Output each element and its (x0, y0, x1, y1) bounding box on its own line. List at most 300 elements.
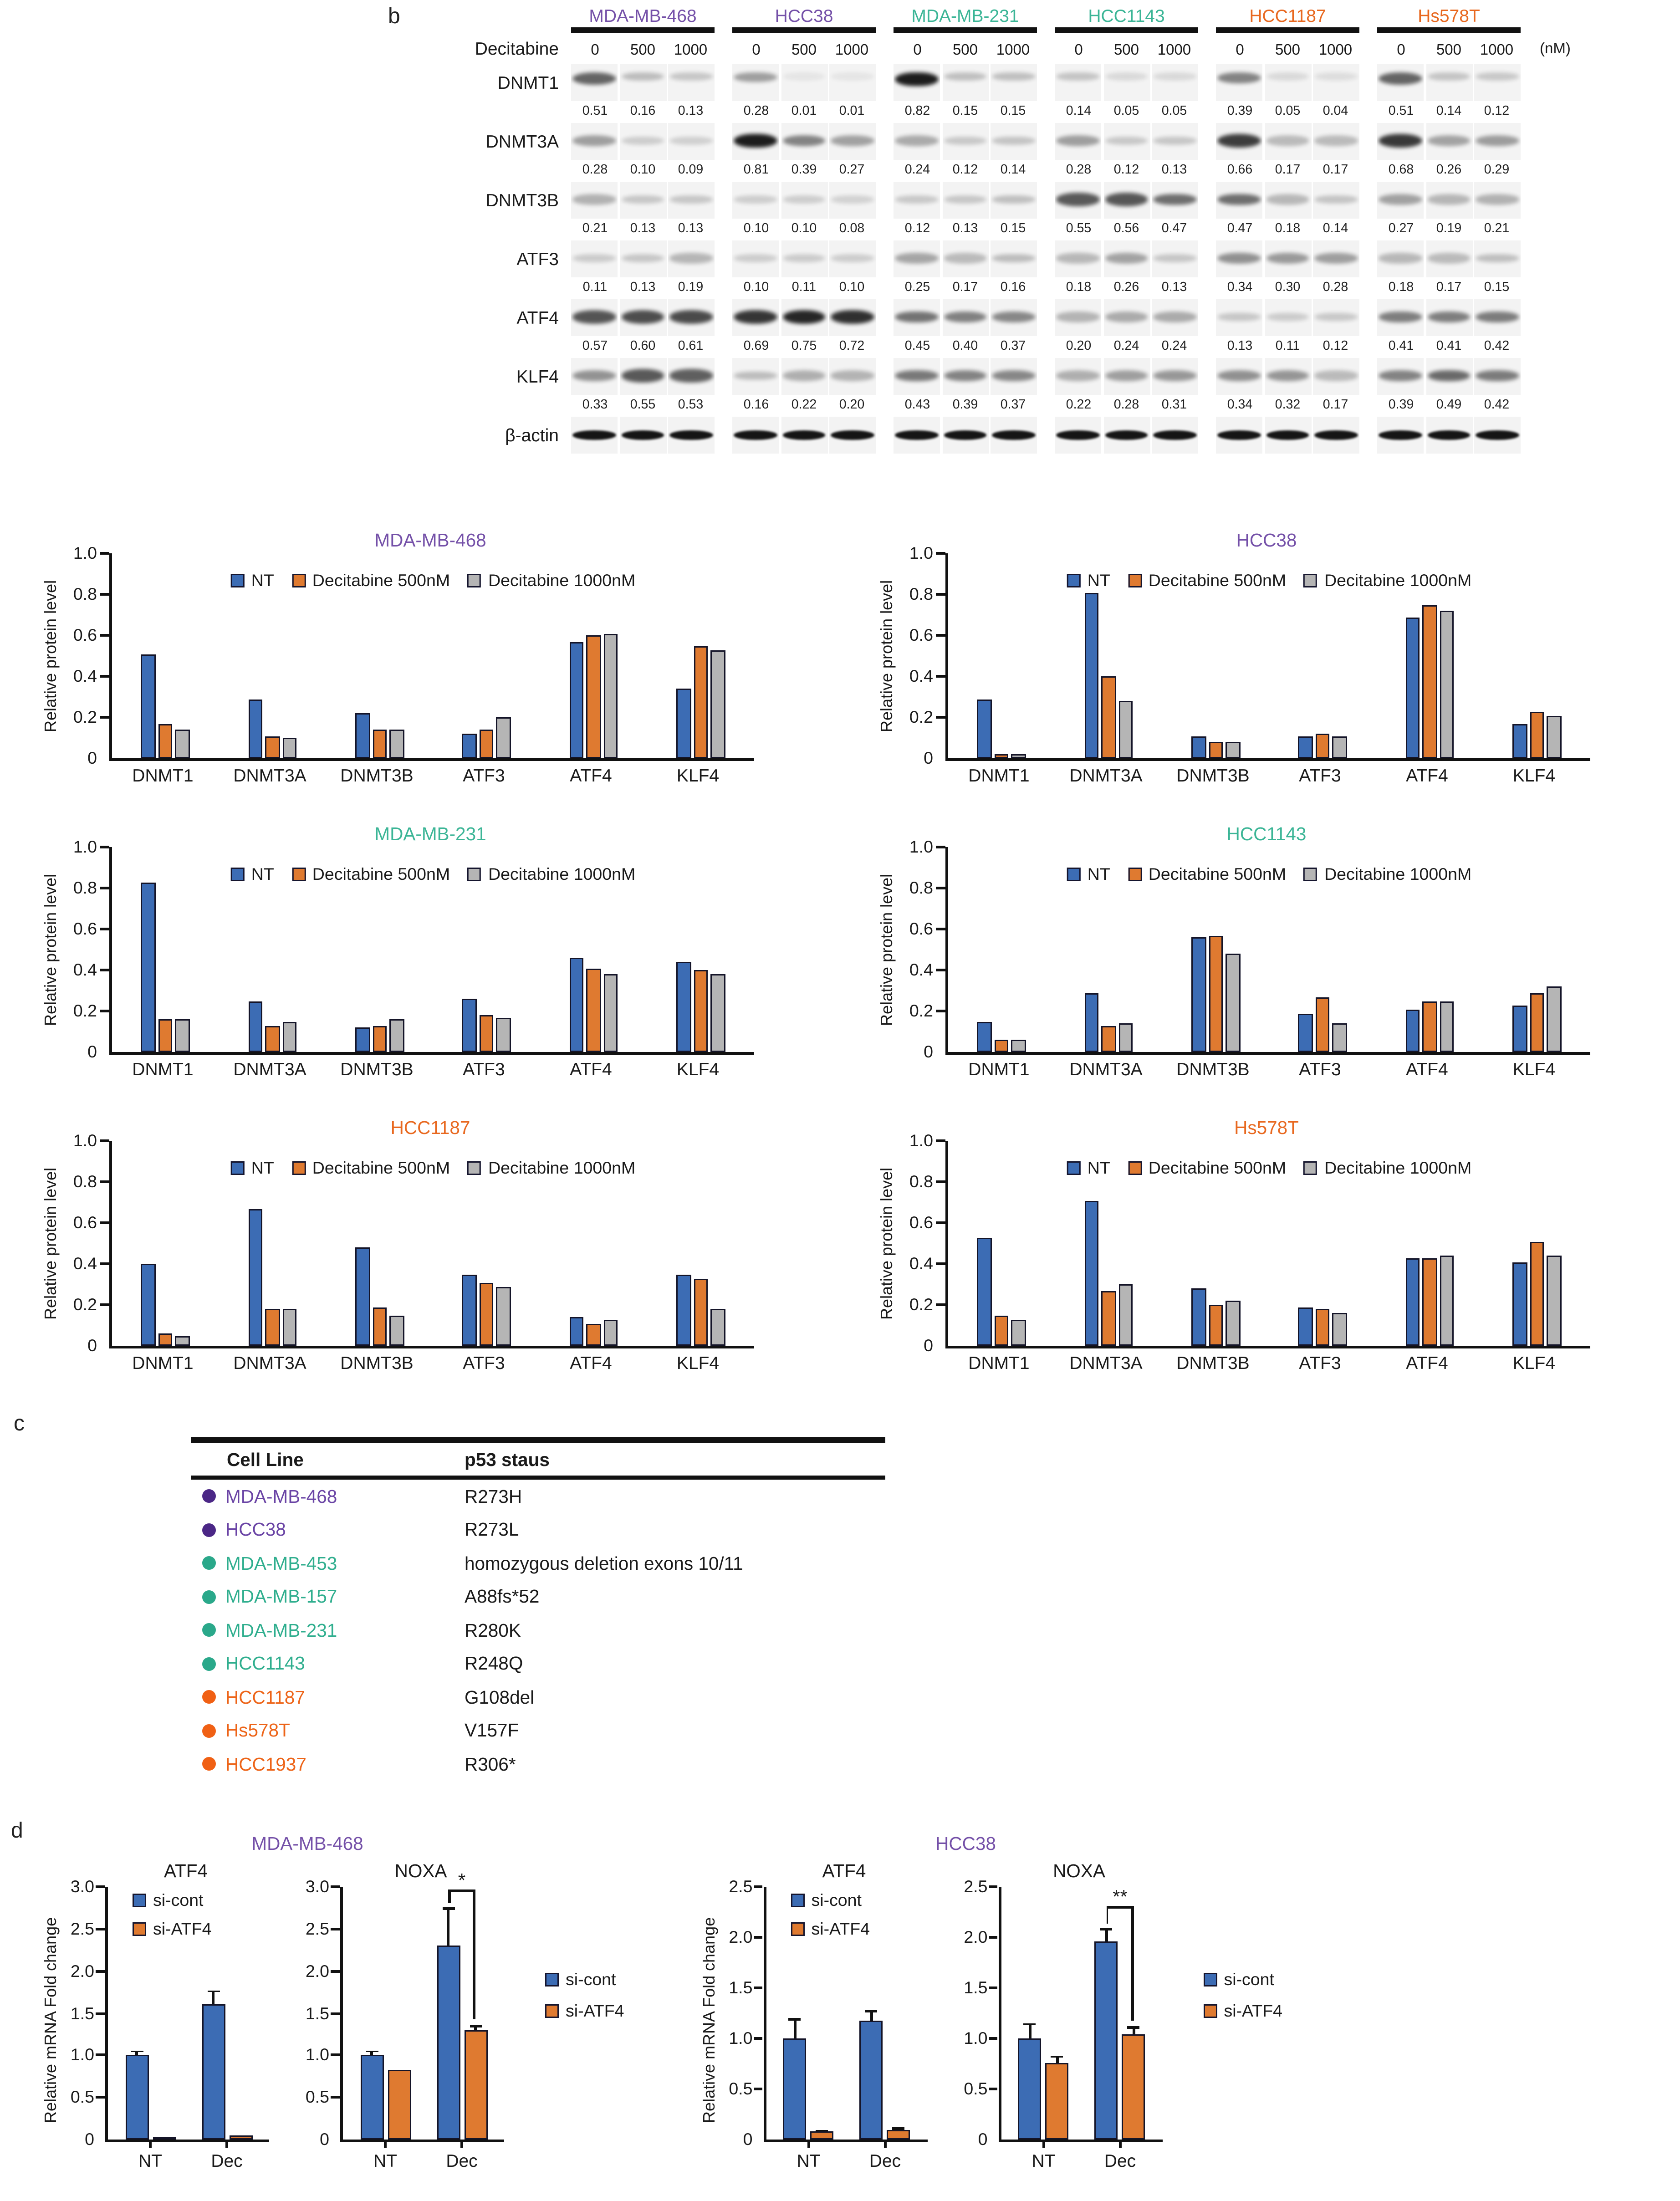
blot-lane (668, 240, 715, 277)
cell-line-cell (191, 1520, 465, 1540)
protein-band (895, 253, 938, 264)
y-axis (63, 838, 109, 1062)
band-value: 0.39 (791, 163, 817, 178)
bar (694, 1278, 708, 1346)
cell-line-group-header (1055, 5, 1198, 32)
band-value: 0.27 (1388, 221, 1414, 236)
blot-lane (1265, 357, 1311, 394)
legend-label: Decitabine 1000nM (488, 571, 636, 590)
cell-line-dot (202, 1690, 216, 1704)
band-value: 0.25 (904, 280, 930, 295)
blot-values-group (1055, 97, 1198, 122)
y-tick-label: 1.0 (729, 2029, 753, 2048)
blot-group (1377, 181, 1521, 218)
blot-lane (1103, 240, 1150, 277)
x-axis-label: DNMT3B (1176, 765, 1250, 786)
protein-band (1105, 312, 1148, 322)
blot-lane (991, 240, 1037, 277)
protein-band (1315, 253, 1358, 263)
blot-values-group (894, 391, 1037, 415)
group-underline (894, 27, 1037, 32)
bar (360, 2055, 383, 2140)
blot-group (1216, 357, 1359, 394)
band-value: 0.21 (582, 221, 608, 236)
blot-values-group (732, 391, 876, 415)
error-bar (447, 1908, 449, 1946)
p53-status-cell: R248Q (465, 1653, 523, 1674)
bar (995, 1040, 1009, 1052)
y-tick (99, 969, 109, 971)
y-axis (899, 544, 945, 768)
blot-values-row (393, 336, 1571, 353)
blot-lane (991, 357, 1037, 394)
error-bar-cap (366, 2050, 378, 2053)
protein-band (1154, 72, 1196, 81)
y-tick (935, 969, 945, 971)
y-tick-label: 1.0 (909, 1131, 933, 1150)
actin-band (1218, 430, 1261, 439)
blot-lane (571, 240, 618, 277)
y-tick-label: 0.5 (305, 2088, 329, 2107)
y-tick-label: 1.0 (964, 2029, 988, 2048)
dose-row (393, 38, 1571, 60)
band-value: 0.10 (743, 280, 769, 295)
y-tick-label: 0.4 (73, 667, 97, 686)
legend-item (1304, 571, 1471, 590)
blot-lane (1216, 357, 1262, 394)
blot-lane (732, 240, 779, 277)
blot-lane (1152, 181, 1198, 218)
blot-lane (1152, 299, 1198, 336)
bar (1440, 611, 1454, 758)
d-groups (41, 1833, 1282, 2171)
p53-table (191, 1437, 885, 1781)
protein-band (734, 133, 777, 148)
y-axis (63, 1131, 109, 1355)
x-axis-labels (109, 1348, 751, 1373)
dose-value: 0 (1397, 41, 1405, 58)
legend-chip (1203, 2004, 1217, 2018)
bar (1191, 937, 1206, 1052)
band-value: 0.17 (1436, 280, 1462, 295)
x-axis-label: ATF3 (463, 1353, 505, 1373)
band-value: 0.16 (630, 104, 656, 119)
actin-band (1057, 430, 1099, 439)
bar (480, 730, 494, 758)
x-axis-label: ATF3 (463, 1059, 505, 1079)
band-value: 0.24 (904, 163, 930, 178)
bar (603, 974, 618, 1052)
error-bar-cap (865, 2010, 878, 2012)
bar (389, 1315, 404, 1346)
dose-value: 0 (1236, 41, 1244, 58)
blot-lane (781, 240, 827, 277)
protein-band (1105, 370, 1148, 381)
cell-line-group-header (1377, 5, 1521, 32)
protein-band (1266, 72, 1309, 81)
protein-band (1057, 72, 1099, 81)
y-tick-label: 0.4 (909, 1254, 933, 1273)
bar (811, 2131, 834, 2140)
bar (977, 699, 992, 759)
bar (175, 1336, 190, 1346)
bar (1316, 734, 1330, 758)
blot-lane (1216, 181, 1262, 218)
bar (1018, 2038, 1042, 2140)
table-row (191, 1547, 885, 1580)
table-row (191, 1647, 885, 1681)
actin-band (622, 430, 664, 439)
bar (1298, 1307, 1313, 1346)
protein-band (670, 72, 713, 81)
y-tick (331, 1970, 340, 1972)
bar (389, 730, 404, 758)
blot-group (1377, 123, 1521, 159)
legend-item (292, 865, 450, 884)
band-value: 0.11 (582, 280, 608, 295)
p53-status-cell: R280K (465, 1620, 521, 1641)
dose-value: 0 (591, 41, 599, 58)
bar (587, 968, 601, 1052)
blot-group (894, 64, 1037, 101)
y-tick-label: 0.2 (73, 1001, 97, 1021)
legend-chip (1128, 1161, 1142, 1175)
band-value: 0.12 (952, 163, 978, 178)
treatment-label: Decitabine (475, 38, 559, 59)
blot-values-row (393, 218, 1571, 236)
band-value: 0.10 (839, 280, 865, 295)
legend-chip (292, 1161, 306, 1175)
bar (229, 2135, 252, 2140)
bar (437, 1946, 460, 2140)
bar (388, 2069, 411, 2140)
table-rule-top (191, 1437, 885, 1442)
y-tick-label: 0.5 (729, 2079, 753, 2099)
protein-chart (41, 824, 806, 1079)
bar (1512, 724, 1527, 759)
blot-lane (1103, 123, 1150, 159)
p53-status-cell: R306* (465, 1754, 516, 1775)
band-value: 0.53 (678, 398, 704, 413)
cell-line-label: HCC38 (225, 1519, 286, 1540)
cell-line-label: MDA-MB-453 (225, 1553, 337, 1574)
blot-lane (781, 123, 827, 159)
blot-lane (894, 123, 940, 159)
protein-band (1266, 253, 1309, 263)
y-tick-label: 1.5 (729, 1978, 753, 1997)
band-value: 0.28 (1113, 398, 1139, 413)
blot-lane (991, 299, 1037, 336)
protein-chart (877, 530, 1642, 786)
mrna-chart (302, 1861, 531, 2171)
bar (1226, 1301, 1240, 1346)
protein-band (1218, 312, 1261, 322)
y-axis-label: Relative protein level (877, 1167, 896, 1320)
bar (1423, 1001, 1437, 1052)
dose-value: 1000 (996, 41, 1030, 58)
y-axis-label: Relative mRNA Fold change (699, 1917, 719, 2123)
protein-band (670, 195, 713, 204)
mrna-chart (960, 1861, 1190, 2171)
protein-band (1154, 370, 1196, 381)
bar (355, 1247, 370, 1346)
actin-band (944, 430, 987, 439)
blot-lane (829, 357, 876, 394)
y-axis (899, 1131, 945, 1355)
bar (125, 2055, 148, 2140)
x-axis-label: DNMT3B (340, 1353, 414, 1373)
legend-label: Decitabine 1000nM (1324, 865, 1472, 884)
blot-lane (571, 123, 618, 159)
y-tick (331, 2054, 340, 2057)
protein-band (670, 253, 713, 263)
bar (462, 999, 477, 1052)
y-tick-label: 0.2 (73, 708, 97, 727)
significance-bracket-leg (1106, 1906, 1108, 1924)
blot-values-group (571, 97, 715, 122)
bar (1011, 1319, 1026, 1346)
blot-values-group (1216, 214, 1359, 239)
bar (1440, 1001, 1454, 1052)
table-rule-mid (191, 1475, 885, 1480)
x-tick (883, 2140, 886, 2147)
x-axis-label: NT (1031, 2150, 1056, 2171)
blot-lane (1055, 357, 1101, 394)
cell-line-group-header (1216, 5, 1359, 32)
blot-group (571, 416, 715, 453)
x-axis-label: DNMT3A (1069, 1059, 1143, 1079)
x-axis-label: ATF4 (570, 1059, 612, 1079)
y-tick-label: 2.5 (964, 1877, 988, 1896)
chart-title: MDA-MB-468 (374, 530, 486, 551)
y-tick (754, 1936, 763, 1939)
legend-item (1203, 1970, 1282, 1989)
protein-band (1057, 193, 1099, 206)
bar (1316, 1309, 1330, 1346)
bar (355, 713, 370, 758)
dose-value: 0 (1074, 41, 1083, 58)
y-tick (99, 552, 109, 555)
protein-band (1476, 254, 1519, 263)
blot-values-group (1216, 156, 1359, 180)
blot-values-group (1377, 391, 1521, 415)
error-bar-cap (789, 2018, 801, 2021)
blot-lane (1103, 181, 1150, 218)
blot-group (1377, 240, 1521, 277)
actin-band (573, 430, 616, 439)
legend-label: Decitabine 1000nM (1324, 571, 1472, 590)
x-axis-label: DNMT3B (340, 765, 414, 786)
group-underline (732, 27, 876, 32)
blot-group (1055, 181, 1198, 218)
bar (783, 2038, 807, 2140)
protein-band (734, 195, 777, 204)
protein-band (1476, 135, 1519, 146)
legend-label: NT (251, 571, 274, 590)
cell-line-cell (191, 1486, 465, 1506)
blot-lane (1377, 299, 1424, 336)
blot-group (1055, 64, 1198, 101)
blot-values-group (894, 332, 1037, 357)
p53-status-cell: homozygous deletion exons 10/11 (465, 1553, 743, 1574)
protein-label: DNMT1 (497, 71, 559, 92)
blot-lane (668, 64, 715, 101)
band-value: 0.47 (1227, 221, 1253, 236)
protein-band (622, 311, 664, 324)
y-tick-label: 3.0 (70, 1877, 94, 1896)
protein-band (1379, 134, 1422, 148)
band-value: 0.13 (1227, 339, 1253, 354)
protein-band (1476, 72, 1519, 81)
d-group-title: HCC38 (935, 1833, 996, 1854)
p53-status-cell: G108del (465, 1687, 535, 1708)
band-value: 0.39 (1227, 104, 1253, 119)
cell-line-dot (202, 1624, 216, 1637)
bar (1046, 2063, 1069, 2140)
protein-band (1218, 370, 1261, 381)
bar (1122, 2034, 1145, 2140)
y-tick-label: 0 (320, 2130, 329, 2149)
protein-band (1105, 253, 1148, 264)
cell-line-cell (191, 1553, 465, 1573)
blot-lane (1265, 123, 1311, 159)
band-value: 0.75 (791, 339, 817, 354)
protein-band (734, 371, 777, 381)
y-tick (935, 1262, 945, 1265)
x-tick (1042, 2140, 1045, 2147)
significance-bracket-leg (1132, 1906, 1134, 2021)
x-axis-label: DNMT1 (132, 1059, 194, 1079)
x-tick (1118, 2140, 1121, 2147)
blot-lane (894, 181, 940, 218)
y-tick (331, 1885, 340, 1888)
bar (1333, 1023, 1347, 1052)
y-tick (331, 2012, 340, 2015)
blot-lane (732, 416, 779, 453)
blot-group (894, 181, 1037, 218)
blot-lane (1055, 299, 1101, 336)
band-value: 0.24 (1161, 339, 1187, 354)
dose-value: 1000 (835, 41, 869, 58)
protein-band (1057, 135, 1099, 146)
blot-group (894, 299, 1037, 336)
dose-value: 1000 (1480, 41, 1514, 58)
blot-values-group (732, 214, 876, 239)
error-bar-cap (893, 2127, 905, 2130)
cell-line-cell (191, 1754, 465, 1774)
blot-values-row (393, 394, 1571, 412)
blot-lane (942, 240, 989, 277)
error-bar-cap (207, 1991, 220, 1993)
protein-band (1154, 194, 1196, 205)
y-tick (96, 1927, 105, 1930)
band-value: 0.20 (1066, 339, 1092, 354)
x-tick (807, 2140, 810, 2147)
blot-values-row (393, 101, 1571, 118)
blot-lane (1152, 357, 1198, 394)
blot-group (571, 299, 715, 336)
bar (1084, 592, 1099, 759)
bar (710, 650, 725, 759)
chart-title: NOXA (394, 1861, 447, 1881)
legend-item (791, 1920, 869, 1939)
protein-band (670, 369, 713, 382)
y-tick-label: 0 (924, 1336, 933, 1355)
chart-plot (945, 553, 1590, 761)
blot-group (732, 64, 876, 101)
band-value: 0.16 (1000, 280, 1026, 295)
legend-label: Decitabine 500nM (312, 865, 450, 884)
legend-item (292, 1159, 450, 1178)
legend-item (545, 2002, 624, 2021)
blot-lane (1313, 240, 1359, 277)
blot-lane (1377, 357, 1424, 394)
blot-group (571, 64, 715, 101)
y-tick-label: 0.5 (964, 2079, 988, 2099)
bar (1547, 1256, 1561, 1346)
x-axis-label: KLF4 (1512, 1059, 1556, 1079)
x-axis-label: KLF4 (676, 1059, 720, 1079)
y-tick (99, 716, 109, 719)
cell-line-dot (202, 1557, 216, 1570)
protein-band (831, 72, 874, 80)
x-axis-label: ATF4 (1406, 765, 1448, 786)
band-value: 0.05 (1113, 104, 1139, 119)
band-value: 0.18 (1388, 280, 1414, 295)
protein-band (1428, 311, 1471, 322)
blot-group (571, 181, 715, 218)
blot-lane (732, 181, 779, 218)
legend-label: si-cont (153, 1891, 204, 1910)
protein-band (1057, 312, 1099, 322)
y-tick (99, 1180, 109, 1183)
band-value: 0.13 (678, 221, 704, 236)
band-value: 0.01 (791, 104, 817, 119)
protein-band (831, 310, 874, 324)
band-value: 0.43 (904, 398, 930, 413)
band-value: 0.15 (1484, 280, 1510, 295)
protein-band (831, 136, 874, 146)
legend-label: Decitabine 500nM (312, 1159, 450, 1178)
band-value: 0.60 (630, 339, 656, 354)
bar (1011, 754, 1026, 758)
x-axis-label: Dec (446, 2150, 478, 2171)
blot-lane (1103, 416, 1150, 453)
protein-band (1315, 371, 1358, 380)
legend-chip (1304, 574, 1317, 587)
dose-group (1055, 36, 1198, 61)
blot-lane (1055, 240, 1101, 277)
bar (710, 974, 725, 1052)
blot-lane (668, 357, 715, 394)
chart-legend (1067, 865, 1471, 884)
y-tick (935, 1180, 945, 1183)
dose-group (571, 36, 715, 61)
y-tick-label: 0.2 (73, 1295, 97, 1314)
x-axis-label: KLF4 (676, 1353, 720, 1373)
blot-lane (1216, 123, 1262, 159)
blot-strip-row (393, 64, 1571, 101)
y-tick-label: 0 (87, 749, 97, 768)
blot-lane (620, 64, 666, 101)
band-value: 0.17 (1275, 163, 1301, 178)
protein-band (1105, 193, 1148, 206)
blot-lane (620, 416, 666, 453)
band-value: 0.14 (1000, 163, 1026, 178)
bar (1209, 935, 1223, 1052)
blot-values-group (571, 332, 715, 357)
blot-values-group (1216, 332, 1359, 357)
